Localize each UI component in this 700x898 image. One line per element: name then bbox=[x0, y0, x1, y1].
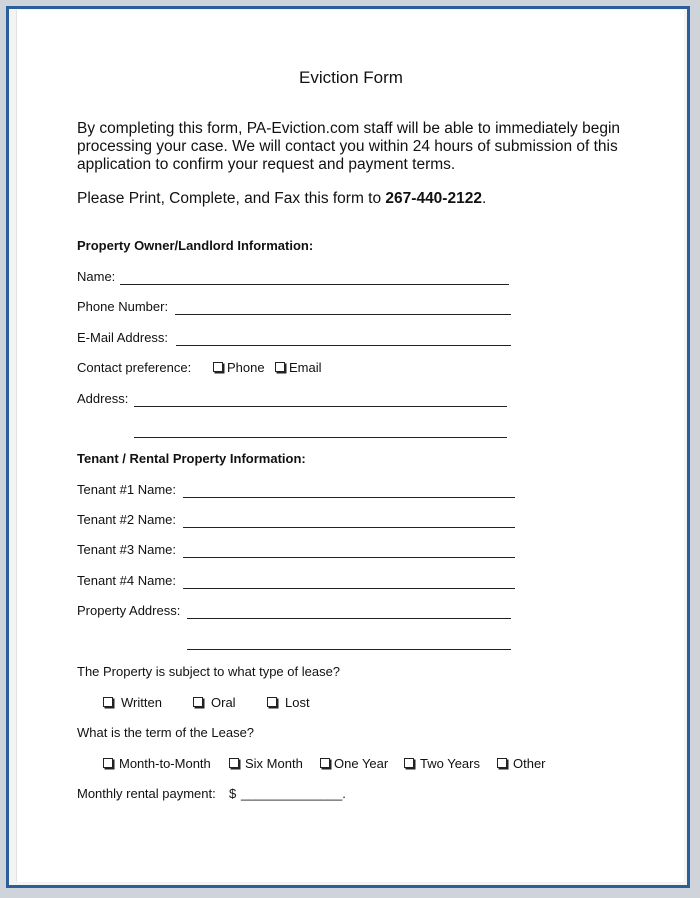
lease-term-question: What is the term of the Lease? bbox=[77, 725, 255, 740]
lease-term-month-to-month-label: Month-to-Month bbox=[119, 756, 211, 771]
fax-instructions bbox=[77, 190, 486, 208]
lease-term-two-years[interactable] bbox=[404, 756, 480, 771]
checkbox-icon[interactable] bbox=[229, 758, 239, 768]
owner-email-field[interactable] bbox=[176, 345, 511, 346]
tenant-3-field[interactable] bbox=[183, 557, 515, 558]
tenant-4-label: Tenant #4 Name: bbox=[77, 573, 177, 588]
contact-option-phone[interactable] bbox=[213, 360, 265, 375]
tenant-2-field[interactable] bbox=[183, 527, 515, 528]
form-title: Eviction Form bbox=[299, 68, 403, 87]
lease-type-lost[interactable] bbox=[267, 695, 310, 710]
tenant-section-heading: Tenant / Rental Property Information: bbox=[77, 451, 306, 466]
owner-name-label: Name: bbox=[77, 269, 116, 284]
checkbox-icon[interactable] bbox=[497, 758, 507, 768]
lease-term-two-years-label: Two Years bbox=[420, 756, 480, 771]
lease-term-month-to-month[interactable] bbox=[103, 756, 211, 771]
checkbox-icon[interactable] bbox=[103, 758, 113, 768]
checkbox-icon[interactable] bbox=[320, 758, 330, 768]
intro-paragraph: By completing this form, PA-Eviction.com staff will be able to immediately begin processing your case. We will contact you within 24 hours of submission of this application to confirm your request and payment terms. bbox=[77, 120, 621, 173]
form-page bbox=[16, 10, 684, 882]
lease-type-written-label: Written bbox=[121, 695, 162, 710]
checkbox-icon[interactable] bbox=[404, 758, 414, 768]
owner-email-label: E-Mail Address: bbox=[77, 330, 169, 345]
owner-section-heading: Property Owner/Landlord Information: bbox=[77, 238, 314, 253]
lease-term-six-month[interactable] bbox=[229, 756, 303, 771]
checkbox-icon[interactable] bbox=[213, 362, 223, 372]
fax-number: 267-440-2122 bbox=[385, 190, 482, 207]
lease-type-oral[interactable] bbox=[193, 695, 236, 710]
owner-name-field[interactable] bbox=[120, 284, 509, 285]
monthly-payment-field[interactable]: ______________. bbox=[241, 786, 346, 801]
checkbox-icon[interactable] bbox=[267, 697, 277, 707]
owner-address-field-1[interactable] bbox=[134, 406, 507, 407]
tenant-3-label: Tenant #3 Name: bbox=[77, 542, 177, 557]
property-address-field-1[interactable] bbox=[187, 618, 511, 619]
owner-phone-label: Phone Number: bbox=[77, 299, 169, 314]
checkbox-icon[interactable] bbox=[275, 362, 285, 372]
contact-option-email[interactable] bbox=[275, 360, 322, 375]
lease-type-lost-label: Lost bbox=[285, 695, 310, 710]
lease-term-one-year-label: One Year bbox=[334, 756, 389, 771]
lease-type-oral-label: Oral bbox=[211, 695, 236, 710]
fax-instructions-text: Please Print, Complete, and Fax this form to bbox=[77, 190, 386, 207]
tenant-4-field[interactable] bbox=[183, 588, 515, 589]
contact-option-email-label: Email bbox=[289, 360, 322, 375]
contact-option-phone-label: Phone bbox=[227, 360, 265, 375]
owner-phone-field[interactable] bbox=[175, 314, 511, 315]
lease-term-six-month-label: Six Month bbox=[245, 756, 303, 771]
fax-instructions-end: . bbox=[481, 190, 487, 207]
checkbox-icon[interactable] bbox=[193, 697, 203, 707]
tenant-2-label: Tenant #2 Name: bbox=[77, 512, 177, 527]
contact-preference-label: Contact preference: bbox=[77, 360, 192, 375]
owner-address-field-2[interactable] bbox=[134, 437, 507, 438]
checkbox-icon[interactable] bbox=[103, 697, 113, 707]
tenant-1-field[interactable] bbox=[183, 497, 515, 498]
lease-type-written[interactable] bbox=[103, 695, 162, 710]
owner-address-label: Address: bbox=[77, 391, 129, 406]
property-address-field-2[interactable] bbox=[187, 649, 511, 650]
tenant-1-label: Tenant #1 Name: bbox=[77, 482, 177, 497]
lease-term-other-label: Other bbox=[513, 756, 546, 771]
lease-term-one-year[interactable] bbox=[320, 756, 388, 771]
property-address-label: Property Address: bbox=[77, 603, 181, 618]
lease-type-question: The Property is subject to what type of lease? bbox=[77, 664, 341, 679]
monthly-payment-label: Monthly rental payment: bbox=[77, 786, 216, 801]
currency-symbol: $ bbox=[229, 786, 237, 801]
lease-term-other[interactable] bbox=[497, 756, 546, 771]
